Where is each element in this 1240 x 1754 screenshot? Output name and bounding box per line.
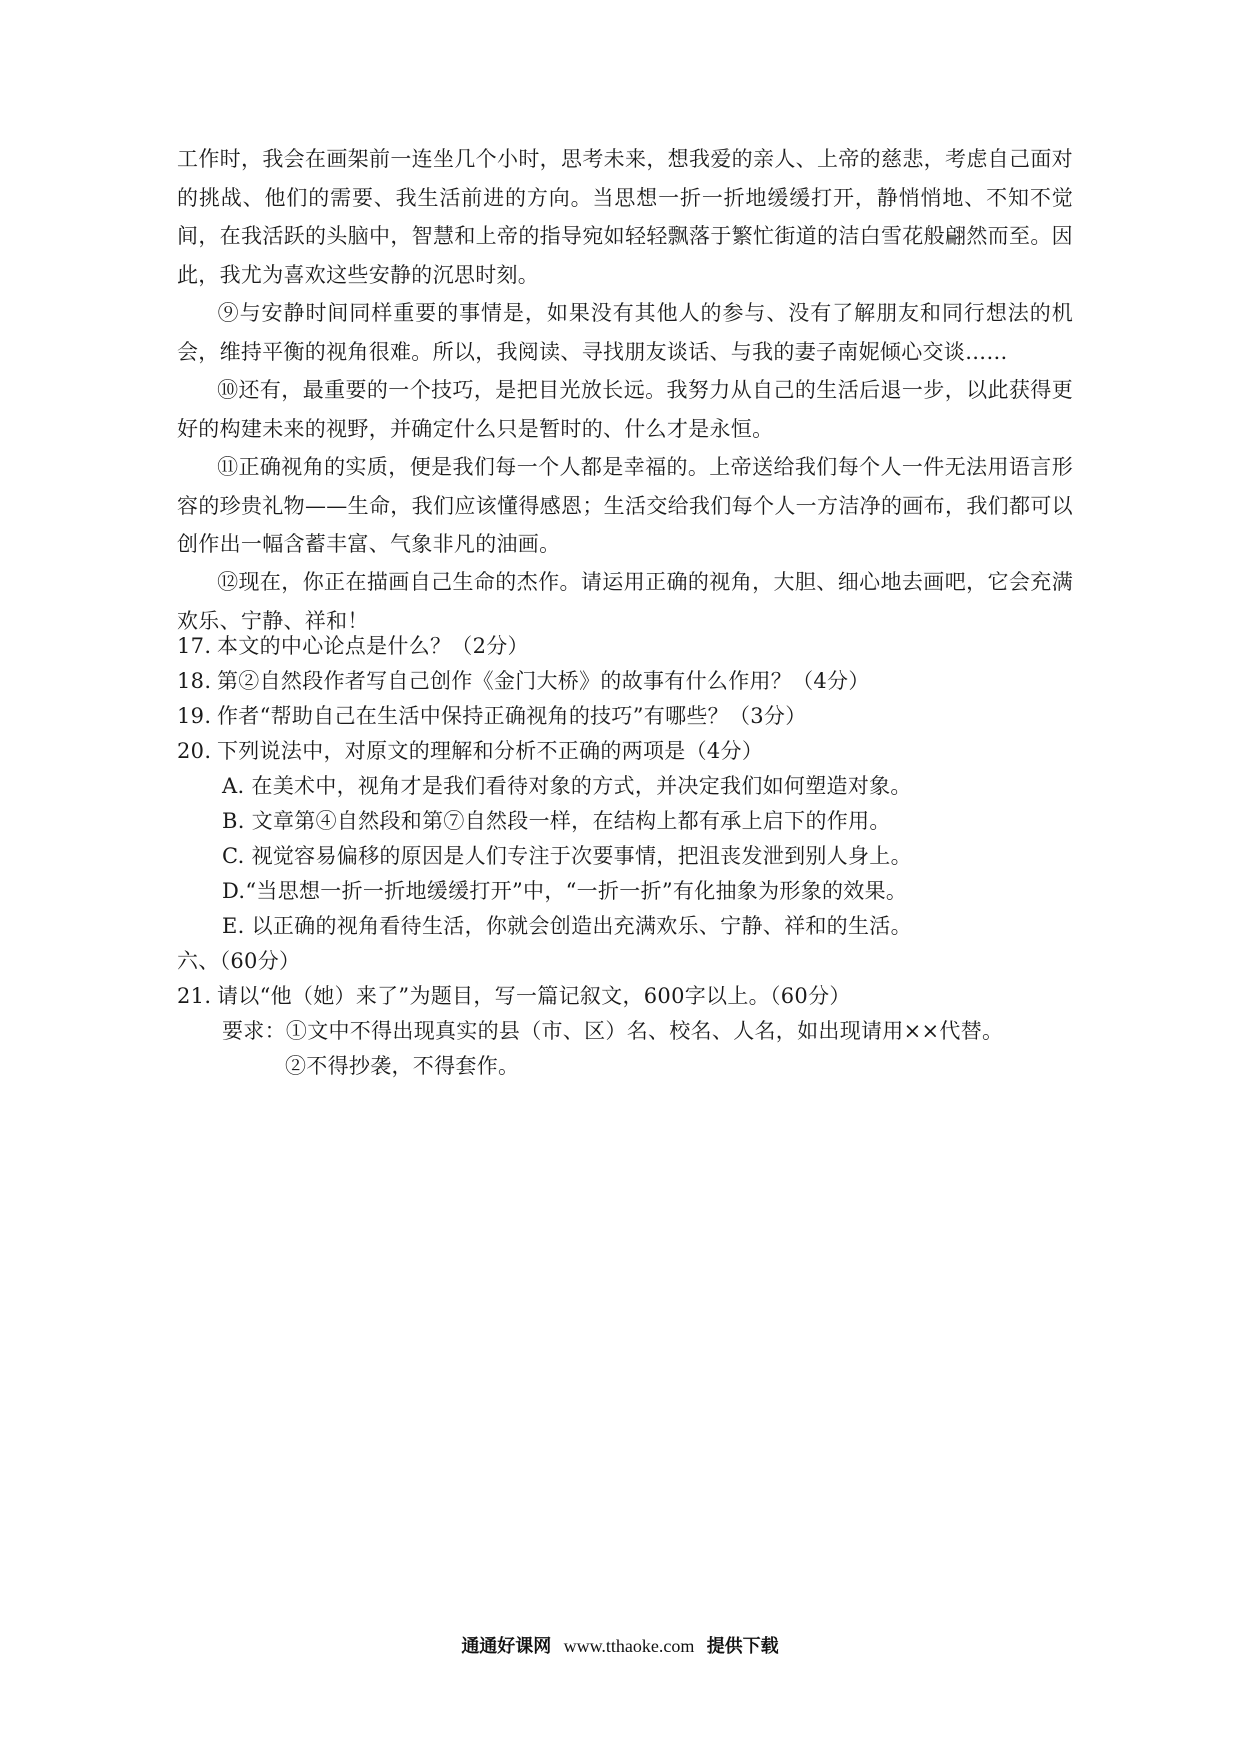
question-text: 第②自然段作者写自己创作《金门大桥》的故事有什么作用？（4分）: [217, 669, 870, 693]
passage-paragraph-10: [177, 371, 1073, 448]
paragraph-text: ⑨与安静时间同样重要的事情是，如果没有其他人的参与、没有了解朋友和同行想法的机会，维持平衡的视角很难。所以，我阅读、寻找朋友谈话、与我的妻子南妮倾心交谈……: [177, 301, 1073, 364]
paragraph-text: ⑫现在，你正在描画自己生命的杰作。请运用正确的视角，大胆、细心地去画吧，它会充满欢乐、宁静、祥和！: [177, 570, 1073, 633]
option-a: A. 在美术中，视角才是我们看待对象的方式，并决定我们如何塑造对象。: [222, 774, 912, 798]
section-6-heading: 六、（60分）: [177, 949, 301, 973]
passage-paragraph-continued: [177, 140, 1073, 294]
page-footer: [0, 1632, 1240, 1661]
paragraph-text: ⑪正确视角的实质，便是我们每一个人都是幸福的。上帝送给我们每个人一件无法用语言形容的珍贵礼物——生命，我们应该懂得感恩；生活交给我们每个人一方洁净的画布，我们都可以创作出一幅含蓄丰富、气象非凡的油画。: [177, 455, 1073, 556]
question-19: [177, 698, 807, 734]
paragraph-text: 工作时，我会在画架前一连坐几个小时，思考未来，想我爱的亲人、上帝的慈悲，考虑自己面对的挑战、他们的需要、我生活前进的方向。当思想一折一折地缓缓打开，静悄悄地、不知不觉间，在我活跃的头脑中，智慧和上帝的指导宛如轻轻飘落于繁忙街道的洁白雪花般翩然而至。因此，我尤为喜欢这些安静的沉思时刻。: [177, 147, 1073, 287]
question-number: 17.: [177, 634, 212, 658]
question-number: 18.: [177, 669, 212, 693]
question-21: [177, 978, 851, 1014]
question-number: 20.: [177, 739, 212, 763]
question-18: [177, 663, 870, 699]
question-text: 本文的中心论点是什么？（2分）: [217, 634, 529, 658]
question-text: 请以“他（她）来了”为题目，写一篇记叙文，600字以上。（60分）: [217, 984, 851, 1008]
footer-url-link[interactable]: www.tthaoke.com: [563, 1636, 695, 1656]
question-text: 下列说法中，对原文的理解和分析不正确的两项是（4分）: [217, 739, 764, 763]
passage-paragraph-11: [177, 448, 1073, 564]
paragraph-text: ⑩还有，最重要的一个技巧，是把目光放长远。我努力从自己的生活后退一步，以此获得更好的构建未来的视野，并确定什么只是暂时的、什么才是永恒。: [177, 378, 1073, 441]
question-text: 作者“帮助自己在生活中保持正确视角的技巧”有哪些？（3分）: [217, 704, 807, 728]
option-d: D.“当思想一折一折地缓缓打开”中，“一折一折”有化抽象为形象的效果。: [222, 879, 908, 903]
requirement-2: ②不得抄袭，不得套作。: [285, 1054, 520, 1078]
option-e: E. 以正确的视角看待生活，你就会创造出充满欢乐、宁静、祥和的生活。: [222, 914, 912, 938]
option-b: B. 文章第④自然段和第⑦自然段一样，在结构上都有承上启下的作用。: [222, 809, 891, 833]
question-number: 19.: [177, 704, 212, 728]
question-17: [177, 628, 529, 664]
option-c: C. 视觉容易偏移的原因是人们专注于次要事情，把沮丧发泄到别人身上。: [222, 844, 912, 868]
requirement-1: 要求：①文中不得出现真实的县（市、区）名、校名、人名，如出现请用××代替。: [222, 1019, 1004, 1043]
footer-site-name: 通通好课网: [461, 1636, 552, 1657]
question-20: [177, 733, 763, 769]
question-number: 21.: [177, 984, 212, 1008]
passage-paragraph-9: [177, 294, 1073, 371]
footer-download-text: 提供下载: [706, 1636, 779, 1657]
